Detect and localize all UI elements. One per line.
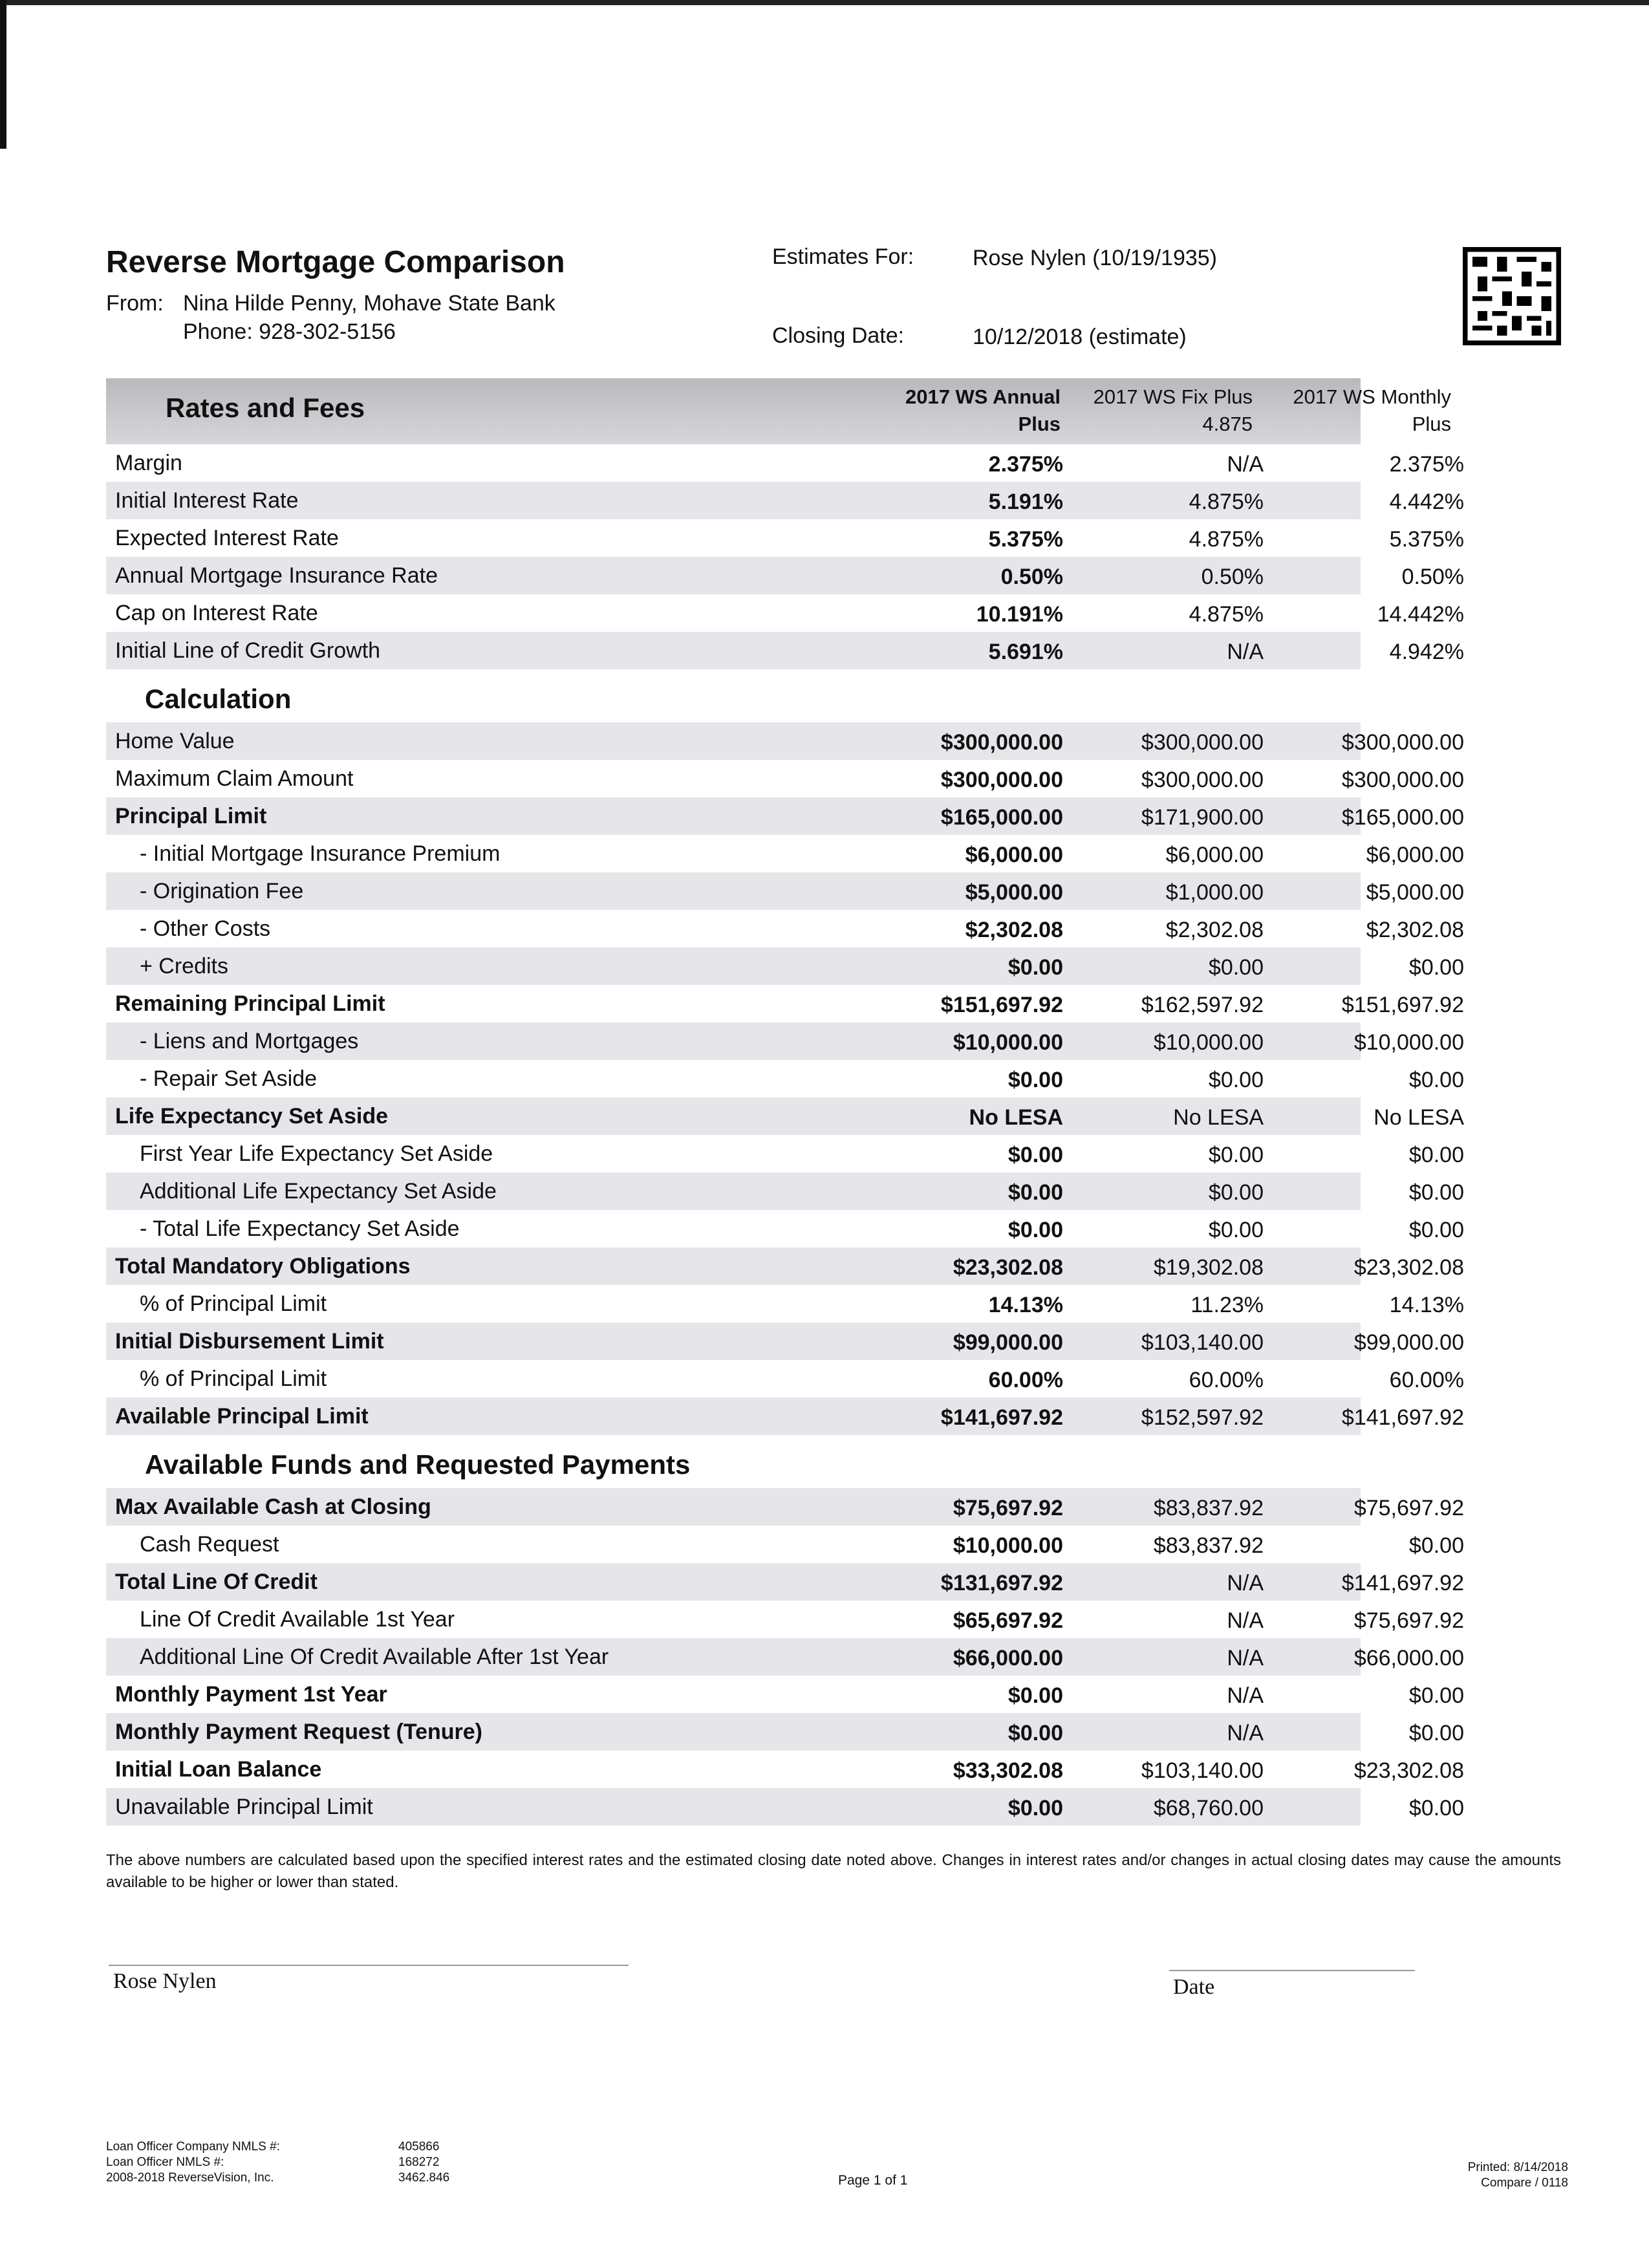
value-fix: $0.00 (1208, 1180, 1264, 1205)
value-annual: $10,000.00 (953, 1533, 1063, 1558)
table-row (106, 594, 1464, 632)
row-label: Available Principal Limit (115, 1404, 369, 1429)
qr-code-icon (1463, 247, 1561, 345)
value-monthly: $23,302.08 (1353, 1255, 1464, 1280)
value-annual: $5,000.00 (965, 880, 1063, 905)
column-header-line: 4.875 (1202, 413, 1253, 435)
value-annual: $151,697.92 (940, 993, 1063, 1017)
closing-date-label: Closing Date: (772, 323, 905, 348)
calculation-title: Calculation (145, 684, 292, 714)
value-fix: $6,000.00 (1165, 843, 1264, 867)
value-fix: $103,140.00 (1141, 1758, 1264, 1783)
value-fix: $0.00 (1208, 1068, 1264, 1092)
table-row (106, 1563, 1464, 1601)
value-annual: $6,000.00 (965, 843, 1063, 867)
column-header-line: Plus (1412, 413, 1451, 435)
printed-date: Printed: 8/14/2018 (1467, 2161, 1568, 2174)
value-annual: $0.00 (1008, 955, 1063, 980)
value-annual: $99,000.00 (953, 1330, 1063, 1355)
from-value: Nina Hilde Penny, Mohave State Bank (183, 291, 555, 316)
value-annual: $0.00 (1008, 1068, 1063, 1092)
table-row (106, 872, 1464, 910)
row-label: Total Mandatory Obligations (115, 1254, 411, 1279)
calculation-section-header (106, 669, 1361, 722)
value-monthly: 14.442% (1377, 602, 1464, 627)
table-row (106, 1060, 1464, 1097)
value-monthly: $0.00 (1408, 1721, 1464, 1745)
value-monthly: $300,000.00 (1341, 768, 1464, 792)
row-label: % of Principal Limit (140, 1366, 327, 1391)
scan-edge-left (0, 0, 6, 149)
value-fix: $2,302.08 (1165, 918, 1264, 942)
table-row (106, 444, 1464, 482)
value-annual: $23,302.08 (953, 1255, 1063, 1280)
row-label: First Year Life Expectancy Set Aside (140, 1141, 493, 1166)
column-header-line: 2017 WS Monthly (1293, 385, 1451, 408)
value-annual: $0.00 (1008, 1796, 1063, 1820)
row-label: Initial Loan Balance (115, 1757, 322, 1782)
value-monthly: $0.00 (1408, 1533, 1464, 1558)
value-monthly: $2,302.08 (1366, 918, 1464, 942)
value-fix: N/A (1227, 640, 1264, 664)
disclaimer-text: The above numbers are calculated based upon the specified interest rates and the estimated closing date noted above. Changes in interest rates and/or changes in actual closing dates may cause the amounts available to be higher or lower than stated. (106, 1852, 1561, 1891)
row-label: Additional Life Expectancy Set Aside (140, 1179, 497, 1204)
comparison-table (106, 378, 1464, 1826)
signer-name: Rose Nylen (113, 1969, 217, 1993)
row-label: Cap on Interest Rate (115, 601, 318, 625)
value-annual: $66,000.00 (953, 1646, 1063, 1670)
value-monthly: $0.00 (1408, 1143, 1464, 1167)
value-annual: $300,000.00 (940, 730, 1063, 755)
value-annual: 5.191% (988, 490, 1063, 514)
column-header-monthly-plus (1257, 383, 1451, 438)
date-line (1169, 1970, 1415, 1971)
value-annual: 10.191% (976, 602, 1063, 627)
value-monthly: $300,000.00 (1341, 730, 1464, 755)
value-annual: $75,697.92 (953, 1496, 1063, 1520)
value-fix: $152,597.92 (1141, 1405, 1264, 1430)
value-fix: $1,000.00 (1165, 880, 1264, 905)
value-annual: $0.00 (1008, 1218, 1063, 1242)
table-row (106, 1526, 1464, 1563)
value-monthly: 5.375% (1389, 527, 1464, 552)
table-row (106, 835, 1464, 872)
value-fix: 4.875% (1189, 527, 1264, 552)
table-row (106, 1360, 1464, 1398)
table-row (106, 985, 1464, 1022)
table-row (106, 1097, 1464, 1135)
value-monthly: $0.00 (1408, 1180, 1464, 1205)
value-monthly: $141,697.92 (1341, 1571, 1464, 1595)
value-fix: $171,900.00 (1141, 805, 1264, 830)
row-label: Unavailable Principal Limit (115, 1795, 373, 1819)
row-label: Annual Mortgage Insurance Rate (115, 563, 438, 588)
table-row (106, 910, 1464, 947)
row-label: - Repair Set Aside (140, 1066, 318, 1091)
value-annual: 2.375% (988, 452, 1063, 477)
company-nmls-label: Loan Officer Company NMLS #: (106, 2140, 280, 2154)
row-label: - Other Costs (140, 916, 271, 941)
value-monthly: $5,000.00 (1366, 880, 1464, 905)
value-monthly: $0.00 (1408, 1683, 1464, 1708)
value-annual: 5.375% (988, 527, 1063, 552)
row-label: Initial Disbursement Limit (115, 1329, 384, 1354)
row-label: - Origination Fee (140, 879, 304, 903)
row-label: Monthly Payment 1st Year (115, 1682, 387, 1707)
value-fix: $162,597.92 (1141, 993, 1264, 1017)
from-label: From: (106, 291, 164, 316)
value-annual: $33,302.08 (953, 1758, 1063, 1783)
value-annual: $0.00 (1008, 1721, 1063, 1745)
value-monthly: 0.50% (1401, 565, 1464, 589)
table-row (106, 1135, 1464, 1172)
value-annual: $300,000.00 (940, 768, 1063, 792)
table-row (106, 947, 1464, 985)
row-label: Cash Request (140, 1532, 279, 1557)
row-label: Initial Line of Credit Growth (115, 638, 381, 663)
value-annual: $165,000.00 (940, 805, 1063, 830)
closing-date-value: 10/12/2018 (estimate) (973, 325, 1187, 349)
value-monthly: $99,000.00 (1353, 1330, 1464, 1355)
officer-nmls-label: Loan Officer NMLS #: (106, 2155, 224, 2169)
row-label: - Initial Mortgage Insurance Premium (140, 841, 501, 866)
compare-code: Compare / 0118 (1481, 2176, 1568, 2190)
officer-nmls-value: 168272 (398, 2155, 440, 2169)
value-monthly: $0.00 (1408, 1218, 1464, 1242)
row-label: Home Value (115, 729, 235, 753)
value-monthly: $0.00 (1408, 1796, 1464, 1820)
value-monthly: 4.942% (1389, 640, 1464, 664)
row-label: Principal Limit (115, 804, 267, 828)
table-row (106, 482, 1464, 519)
table-row (106, 1601, 1464, 1638)
table-row (106, 1676, 1464, 1713)
table-row (106, 1488, 1464, 1526)
table-row (106, 1323, 1464, 1360)
row-label: Life Expectancy Set Aside (115, 1104, 389, 1129)
table-row (106, 632, 1464, 669)
value-annual: $10,000.00 (953, 1030, 1063, 1055)
footer-values (398, 2139, 449, 2186)
value-annual: $131,697.92 (940, 1571, 1063, 1595)
value-fix: 0.50% (1201, 565, 1264, 589)
value-fix: $0.00 (1208, 955, 1264, 980)
value-fix: 60.00% (1189, 1368, 1264, 1392)
row-label: Maximum Claim Amount (115, 766, 354, 791)
value-fix: No LESA (1173, 1105, 1264, 1130)
value-annual: $141,697.92 (940, 1405, 1063, 1430)
value-fix: N/A (1227, 1646, 1264, 1670)
value-annual: 14.13% (988, 1293, 1063, 1317)
value-fix: $103,140.00 (1141, 1330, 1264, 1355)
table-row (106, 1022, 1464, 1060)
rates-and-fees-header (106, 378, 1451, 444)
value-fix: $300,000.00 (1141, 730, 1264, 755)
value-fix: $0.00 (1208, 1218, 1264, 1242)
table-row (106, 1713, 1464, 1751)
value-annual: 5.691% (988, 640, 1063, 664)
value-monthly: $141,697.92 (1341, 1405, 1464, 1430)
row-label: Max Available Cash at Closing (115, 1495, 431, 1519)
row-label: Total Line Of Credit (115, 1570, 318, 1594)
table-row (106, 760, 1464, 797)
row-label: Additional Line Of Credit Available After 1st Year (140, 1645, 609, 1669)
value-monthly: 60.00% (1389, 1368, 1464, 1392)
value-annual: 0.50% (1000, 565, 1063, 589)
row-label: Margin (115, 451, 182, 475)
table-row (106, 519, 1464, 557)
value-monthly: $0.00 (1408, 1068, 1464, 1092)
value-monthly: No LESA (1374, 1105, 1464, 1130)
value-monthly: $66,000.00 (1353, 1646, 1464, 1670)
value-fix: 11.23% (1191, 1293, 1264, 1317)
value-annual: $65,697.92 (953, 1608, 1063, 1633)
value-annual: $0.00 (1008, 1683, 1063, 1708)
value-fix: N/A (1227, 1608, 1264, 1633)
row-label: Monthly Payment Request (Tenure) (115, 1720, 482, 1744)
value-fix: N/A (1227, 1683, 1264, 1708)
signature-line (109, 1965, 629, 1966)
value-monthly: $75,697.92 (1353, 1496, 1464, 1520)
value-monthly: $75,697.92 (1353, 1608, 1464, 1633)
footer-print-info (1410, 2160, 1568, 2191)
table-row (106, 797, 1464, 835)
table-row (106, 1788, 1464, 1826)
row-label: - Liens and Mortgages (140, 1029, 359, 1053)
scan-edge-top (0, 0, 1649, 5)
value-fix: N/A (1227, 1571, 1264, 1595)
row-label: Initial Interest Rate (115, 488, 299, 513)
value-fix: 4.875% (1189, 490, 1264, 514)
value-monthly: $165,000.00 (1341, 805, 1464, 830)
row-label: % of Principal Limit (140, 1291, 327, 1316)
copyright: 2008-2018 ReverseVision, Inc. (106, 2171, 274, 2185)
rates-and-fees-title: Rates and Fees (166, 393, 365, 423)
table-row (106, 1751, 1464, 1788)
value-fix: N/A (1227, 1721, 1264, 1745)
value-monthly: $151,697.92 (1341, 993, 1464, 1017)
value-monthly: $0.00 (1408, 955, 1464, 980)
table-row (106, 1210, 1464, 1247)
value-fix: $83,837.92 (1153, 1533, 1264, 1558)
table-row (106, 1398, 1464, 1435)
value-fix: 4.875% (1189, 602, 1264, 627)
value-fix: $0.00 (1208, 1143, 1264, 1167)
value-annual: 60.00% (988, 1368, 1063, 1392)
value-annual: $0.00 (1008, 1180, 1063, 1205)
funds-title: Available Funds and Requested Payments (145, 1449, 691, 1480)
column-header-line: Plus (1018, 413, 1061, 435)
company-nmls-value: 405866 (398, 2140, 440, 2154)
estimates-for-label: Estimates For: (772, 244, 914, 269)
table-row (106, 1285, 1464, 1323)
page-number: Page 1 of 1 (838, 2173, 908, 2188)
row-label: Remaining Principal Limit (115, 991, 385, 1016)
table-row (106, 1247, 1464, 1285)
value-fix: $10,000.00 (1153, 1030, 1264, 1055)
table-row (106, 1172, 1464, 1210)
row-label: - Total Life Expectancy Set Aside (140, 1216, 460, 1241)
column-header-line: 2017 WS Fix Plus (1093, 385, 1253, 408)
value-fix: $300,000.00 (1141, 768, 1264, 792)
column-header-fix-plus (1059, 383, 1253, 438)
column-header-line: 2017 WS Annual (905, 385, 1061, 408)
value-fix: $19,302.08 (1153, 1255, 1264, 1280)
value-annual: $2,302.08 (965, 918, 1063, 942)
footer-labels (106, 2139, 280, 2186)
value-monthly: $23,302.08 (1353, 1758, 1464, 1783)
value-fix: N/A (1227, 452, 1264, 477)
value-fix: $68,760.00 (1153, 1796, 1264, 1820)
value-monthly: $10,000.00 (1353, 1030, 1464, 1055)
value-monthly: 2.375% (1389, 452, 1464, 477)
estimates-for-value: Rose Nylen (10/19/1935) (973, 246, 1218, 270)
table-row (106, 557, 1464, 594)
page-title: Reverse Mortgage Comparison (106, 245, 565, 279)
funds-section-header (106, 1435, 1361, 1488)
row-label: + Credits (140, 954, 228, 978)
phone-number: Phone: 928-302-5156 (183, 319, 396, 344)
row-label: Line Of Credit Available 1st Year (140, 1607, 455, 1632)
row-label: Expected Interest Rate (115, 526, 339, 550)
value-annual: No LESA (969, 1105, 1063, 1130)
value-monthly: 4.442% (1389, 490, 1464, 514)
build-number: 3462.846 (398, 2171, 450, 2185)
table-row (106, 722, 1464, 760)
date-label: Date (1173, 1975, 1215, 1999)
value-monthly: $6,000.00 (1366, 843, 1464, 867)
table-row (106, 1638, 1464, 1676)
value-fix: $83,837.92 (1153, 1496, 1264, 1520)
value-monthly: 14.13% (1389, 1293, 1464, 1317)
value-annual: $0.00 (1008, 1143, 1063, 1167)
column-header-annual-plus (867, 383, 1061, 438)
